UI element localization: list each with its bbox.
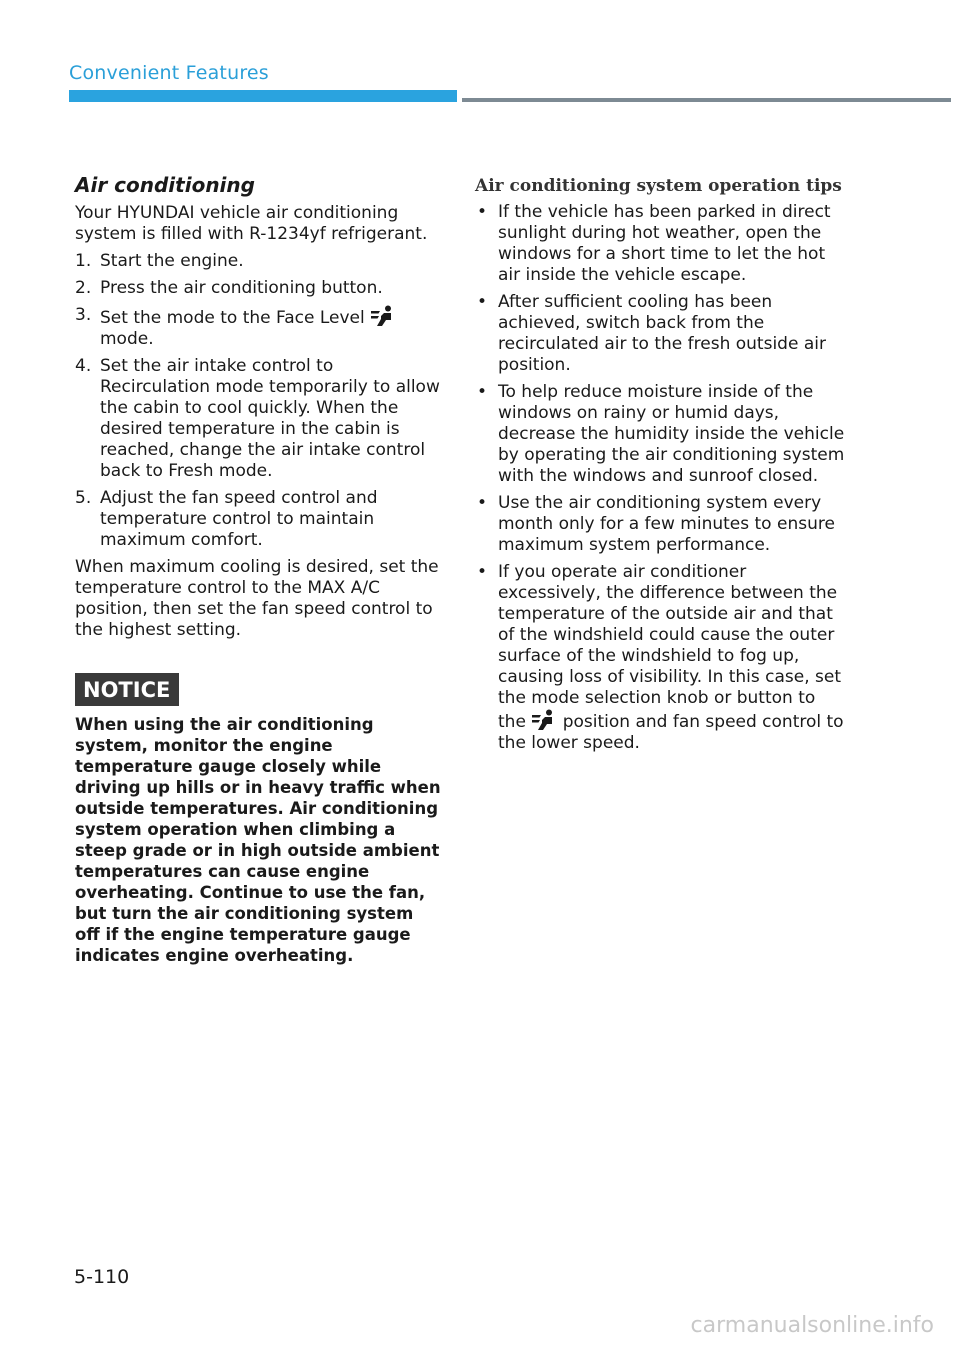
step-text: Press the air conditioning button.	[100, 278, 383, 298]
notice-badge: NOTICE	[75, 673, 179, 706]
section-title: Convenient Features	[69, 62, 269, 84]
step-item	[75, 278, 443, 299]
header-rule-accent	[69, 90, 457, 102]
notice-text: When using the air conditioning system, monitor the engine temperature gauge closely while driving up hills or in heavy traffic when outside temperatures. Air conditioning system operation when climbing a steep grade or in high outside ambient temperatures can cause engine overheating. Continue to use the fan, but turn the air conditioning system off if the engine temperature gauge indicates engine overheating.	[75, 715, 441, 965]
face-level-mode-icon	[370, 305, 396, 327]
right-column	[475, 175, 845, 760]
air-conditioning-heading: Air conditioning	[75, 173, 255, 197]
step-number: 2.	[75, 278, 92, 298]
step-text: Set the mode to the Face Level	[100, 308, 365, 328]
step-text: Start the engine.	[100, 251, 244, 271]
header-rule	[462, 98, 951, 102]
step-number: 1.	[75, 251, 92, 271]
step-number: 3.	[75, 305, 92, 325]
steps-list	[75, 251, 443, 551]
tip-item: • If the vehicle has been parked in direct sunlight during hot weather, open the windows for a short time to let the hot air inside the vehicle escape.	[475, 202, 845, 286]
step-number: 4.	[75, 356, 92, 376]
step-item	[75, 356, 443, 482]
tip-item	[475, 562, 845, 754]
step-item	[75, 305, 443, 350]
step-item	[75, 488, 443, 551]
step-item	[75, 251, 443, 272]
tips-list	[475, 202, 845, 754]
left-column	[75, 172, 443, 966]
page-number: 5-110	[74, 1266, 130, 1288]
intro-paragraph: Your HYUNDAI vehicle air conditioning system is filled with R-1234yf refrigerant.	[75, 203, 428, 244]
step-text-continued: mode.	[100, 329, 154, 349]
max-cooling-paragraph: When maximum cooling is desired, set the temperature control to the MAX A/C position, then set the fan speed control to the highest setting.	[75, 557, 439, 640]
tip-item: • Use the air conditioning system every month only for a few minutes to ensure maximum system performance.	[475, 493, 845, 556]
face-level-mode-icon	[531, 709, 557, 731]
watermark-link[interactable]: carmanualsonline.info	[690, 1313, 934, 1338]
operation-tips-heading: Air conditioning system operation tips	[475, 176, 842, 196]
tip-text-continued: position and fan speed control to the lower speed.	[498, 712, 844, 753]
tip-item: • After sufficient cooling has been achieved, switch back from the recirculated air to the fresh outside air position.	[475, 292, 845, 376]
step-text: Set the air intake control to Recirculation mode temporarily to allow the cabin to cool quickly. When the desired temperature in the cabin is reached, change the air intake control back to Fresh mode.	[100, 356, 440, 481]
tip-item: • To help reduce moisture inside of the windows on rainy or humid days, decrease the humidity inside the vehicle by operating the air conditioning system with the windows and sunroof closed.	[475, 382, 845, 487]
step-text: Adjust the fan speed control and temperature control to maintain maximum comfort.	[100, 488, 378, 550]
step-number: 5.	[75, 488, 92, 508]
tip-text: If you operate air conditioner excessively, the difference between the temperature of the outside air and that of the windshield could cause the outer surface of the windshield to fog up, causing loss of visibility. In this case, set the mode selection knob or button to the	[498, 562, 842, 732]
